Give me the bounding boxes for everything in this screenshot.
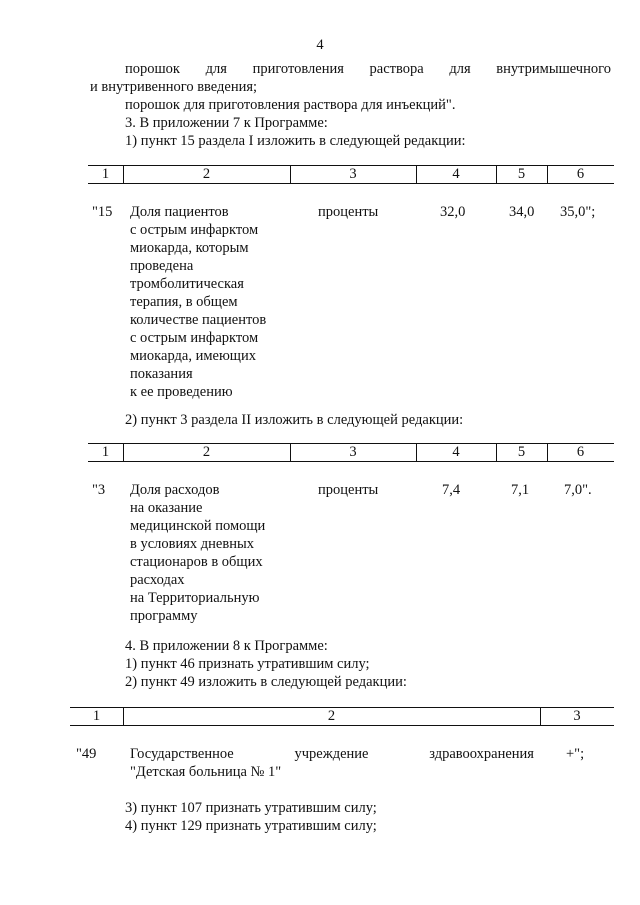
intro-word: для xyxy=(449,61,471,77)
intro-word: внутримышечного xyxy=(496,61,611,77)
table3-header-cell: 1 xyxy=(92,708,101,724)
table2-row-value-4: 7,4 xyxy=(442,482,461,498)
table1-header-cell: 2 xyxy=(202,166,211,182)
table2-header-cell: 3 xyxy=(349,444,357,460)
table3-row-number: "49 xyxy=(76,746,97,762)
intro-line-4: 3. В приложении 7 к Программе: xyxy=(125,115,328,131)
table1-header-bottom-rule xyxy=(88,183,614,184)
table1-header-cell: 1 xyxy=(101,166,110,182)
table1-row-indicator: Доля пациентов с острым инфарктом миокарда, которым проведена тромболитическая терапия, в общем количестве пациентов с острым инфарктом миокарда, имеющих показания к ее проведению xyxy=(130,204,267,400)
table1-header-cell: 6 xyxy=(576,166,585,182)
intro-line-5: 1) пункт 15 раздела I изложить в следующей редакции: xyxy=(125,133,466,149)
table3-header-cell: 2 xyxy=(327,708,336,724)
table1-header-cell: 4 xyxy=(452,166,460,182)
table1-row-value-6: 35,0"; xyxy=(560,204,596,220)
table2-header-cell: 2 xyxy=(202,444,211,460)
table2-row-unit: проценты xyxy=(318,482,379,498)
table2-row-value-6: 7,0". xyxy=(564,482,592,498)
paragraph-2: 2) пункт 3 раздела II изложить в следующей редакции: xyxy=(125,412,464,428)
table1-row-value-4: 32,0 xyxy=(440,204,466,220)
intro-word: раствора xyxy=(369,61,424,77)
paragraph-6: 3) пункт 107 признать утратившим силу; xyxy=(125,800,377,816)
table1-row-unit: проценты xyxy=(318,204,379,220)
intro-line-2: и внутривенного введения; xyxy=(90,79,258,95)
table3-header-cell: 3 xyxy=(573,708,581,724)
paragraph-4: 1) пункт 46 признать утратившим силу; xyxy=(125,656,370,672)
institution-word: здравоохранения xyxy=(429,746,534,762)
table2-header-bottom-rule xyxy=(88,461,614,462)
table2-header-cell: 5 xyxy=(517,444,526,460)
paragraph-7: 4) пункт 129 признать утратившим силу; xyxy=(125,818,377,834)
paragraph-5: 2) пункт 49 изложить в следующей редакции: xyxy=(125,674,407,690)
table3-header-bottom-rule xyxy=(70,725,614,726)
institution-word: учреждение xyxy=(294,746,369,762)
table2-header-cell: 1 xyxy=(101,444,110,460)
table2-row-value-5: 7,1 xyxy=(511,482,530,498)
table3-row-value-3: +"; xyxy=(566,746,585,762)
paragraph-3: 4. В приложении 8 к Программе: xyxy=(125,638,328,654)
intro-word: порошок xyxy=(125,61,180,77)
table2-row-indicator: Доля расходов на оказание медицинской помощи в условиях дневных стационаров в общих расходах на Территориальную программу xyxy=(130,482,266,624)
page-number: 4 xyxy=(316,37,324,53)
intro-line-3: порошок для приготовления раствора для инъекций". xyxy=(125,97,456,113)
table2-row-number: "3 xyxy=(92,482,106,498)
intro-word: для xyxy=(205,61,227,77)
table1-row-number: "15 xyxy=(92,204,113,220)
table3-row-institution xyxy=(130,745,534,763)
intro-line-1 xyxy=(125,60,611,78)
institution-word: Государственное xyxy=(130,746,234,762)
table1-row-value-5: 34,0 xyxy=(509,204,535,220)
intro-word: приготовления xyxy=(252,61,344,77)
table2-header-cell: 4 xyxy=(452,444,460,460)
table1-header-cell: 3 xyxy=(349,166,357,182)
table1-header-cell: 5 xyxy=(517,166,526,182)
table2-header-cell: 6 xyxy=(576,444,585,460)
table3-row-institution-line2: "Детская больница № 1" xyxy=(130,764,282,780)
